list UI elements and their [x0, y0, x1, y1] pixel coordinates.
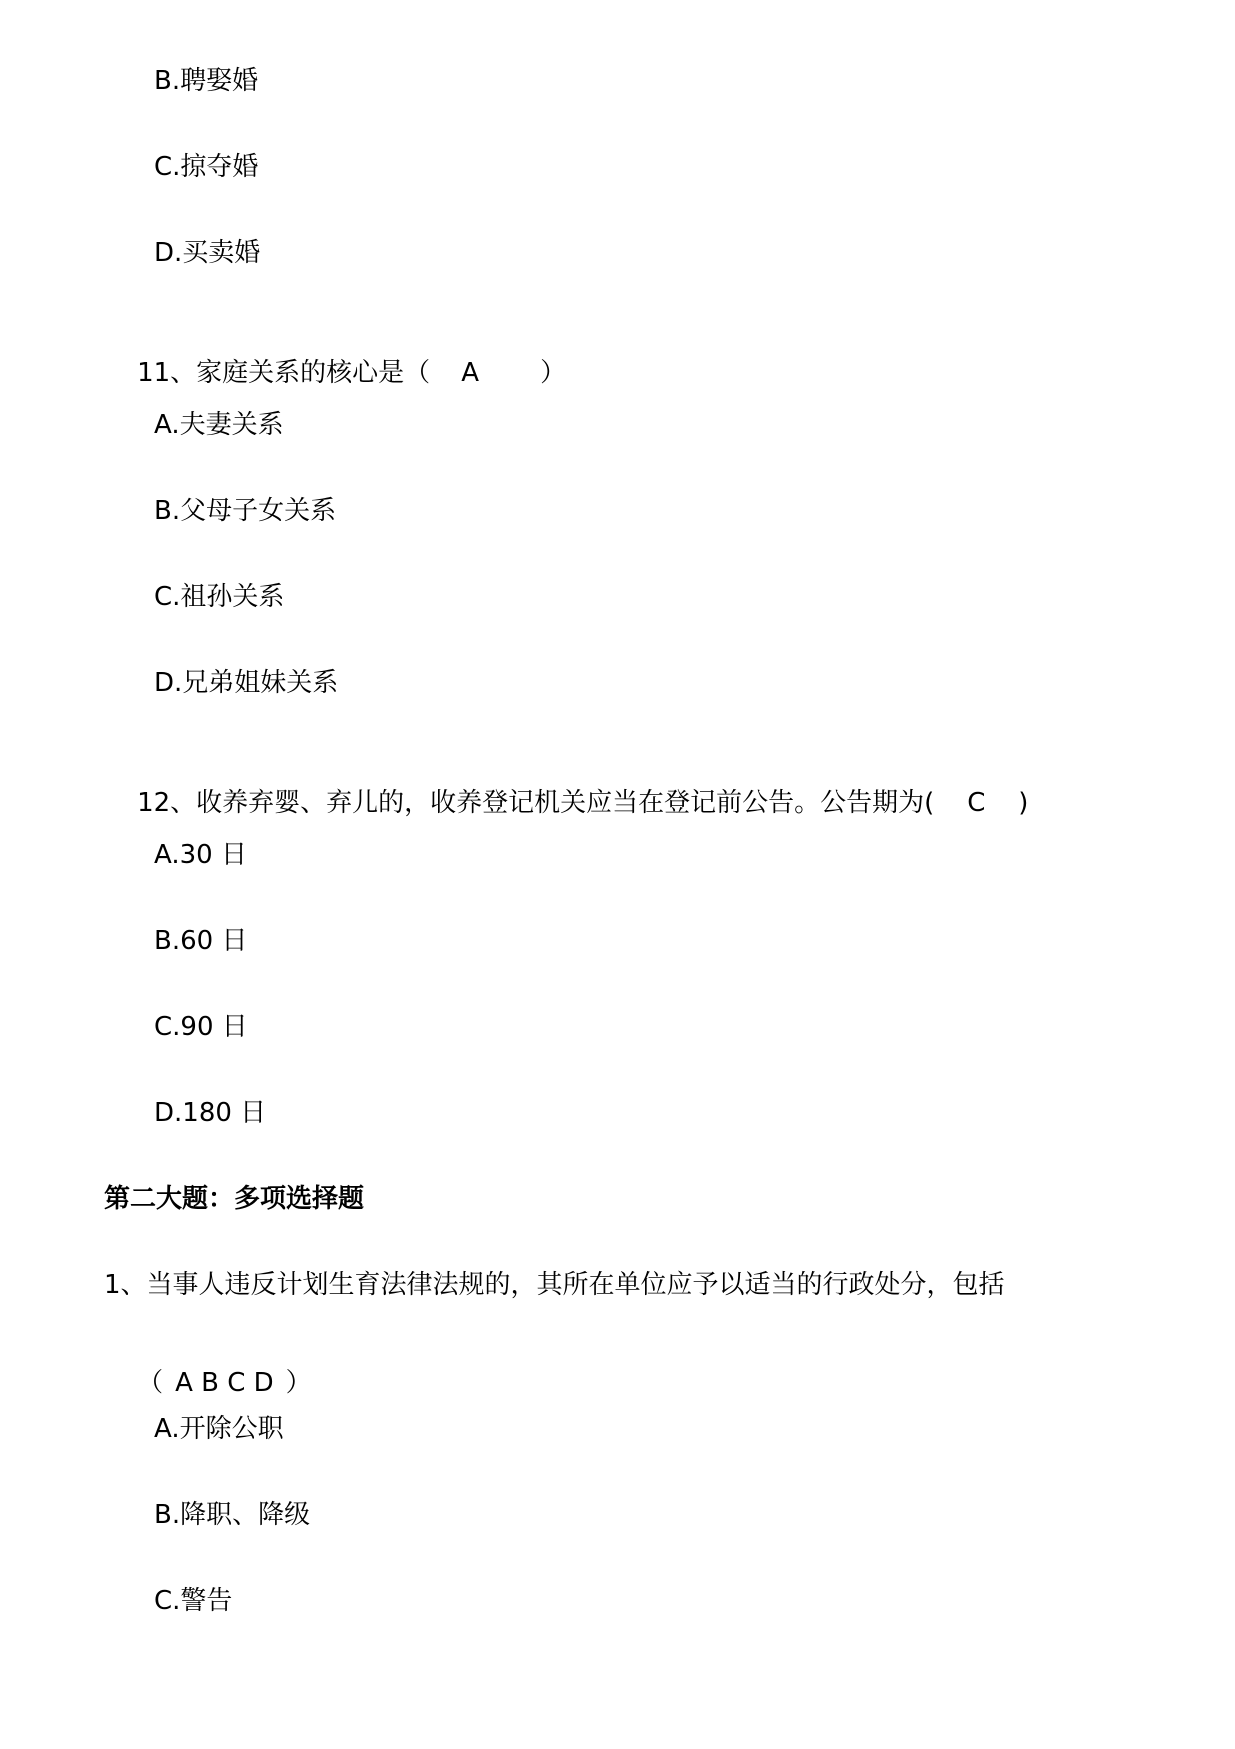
q11-close-paren: ） [540, 358, 567, 388]
q11-option-b: B.父母子女关系 [154, 496, 337, 526]
q12-option-c: C.90 日 [154, 1012, 248, 1042]
q11-option-c: C.祖孙关系 [154, 582, 285, 612]
q12-option-a: A.30 日 [154, 840, 247, 870]
q11-answer: A [461, 358, 480, 388]
m1-open-paren: （ [137, 1368, 164, 1398]
m1-close-paren: ） [285, 1368, 312, 1398]
q11-option-a: A.夫妻关系 [154, 410, 284, 440]
q12-stem: 12、收养弃婴、弃儿的，收养登记机关应当在登记前公告。公告期为( [137, 788, 935, 818]
q12-close-paren: ) [1018, 788, 1029, 818]
q12-answer: C [967, 788, 986, 818]
q10-option-b: B.聘娶婚 [154, 66, 259, 96]
q10-option-d: D.买卖婚 [154, 238, 261, 268]
q12-option-d: D.180 日 [154, 1098, 267, 1128]
m1-option-b: B.降职、降级 [154, 1500, 311, 1530]
q12-option-b: B.60 日 [154, 926, 248, 956]
m1-stem: 1、当事人违反计划生育法律法规的，其所在单位应予以适当的行政处分，包括 [104, 1270, 1005, 1300]
q11-stem: 11、家庭关系的核心是（ [137, 358, 431, 388]
q10-option-c: C.掠夺婚 [154, 152, 259, 182]
q11-option-d: D.兄弟姐妹关系 [154, 668, 339, 698]
m1-option-c: C.警告 [154, 1586, 233, 1616]
section-heading: 第二大题：多项选择题 [104, 1184, 365, 1214]
m1-option-a: A.开除公职 [154, 1414, 284, 1444]
m1-answer: A B C D [175, 1368, 274, 1398]
